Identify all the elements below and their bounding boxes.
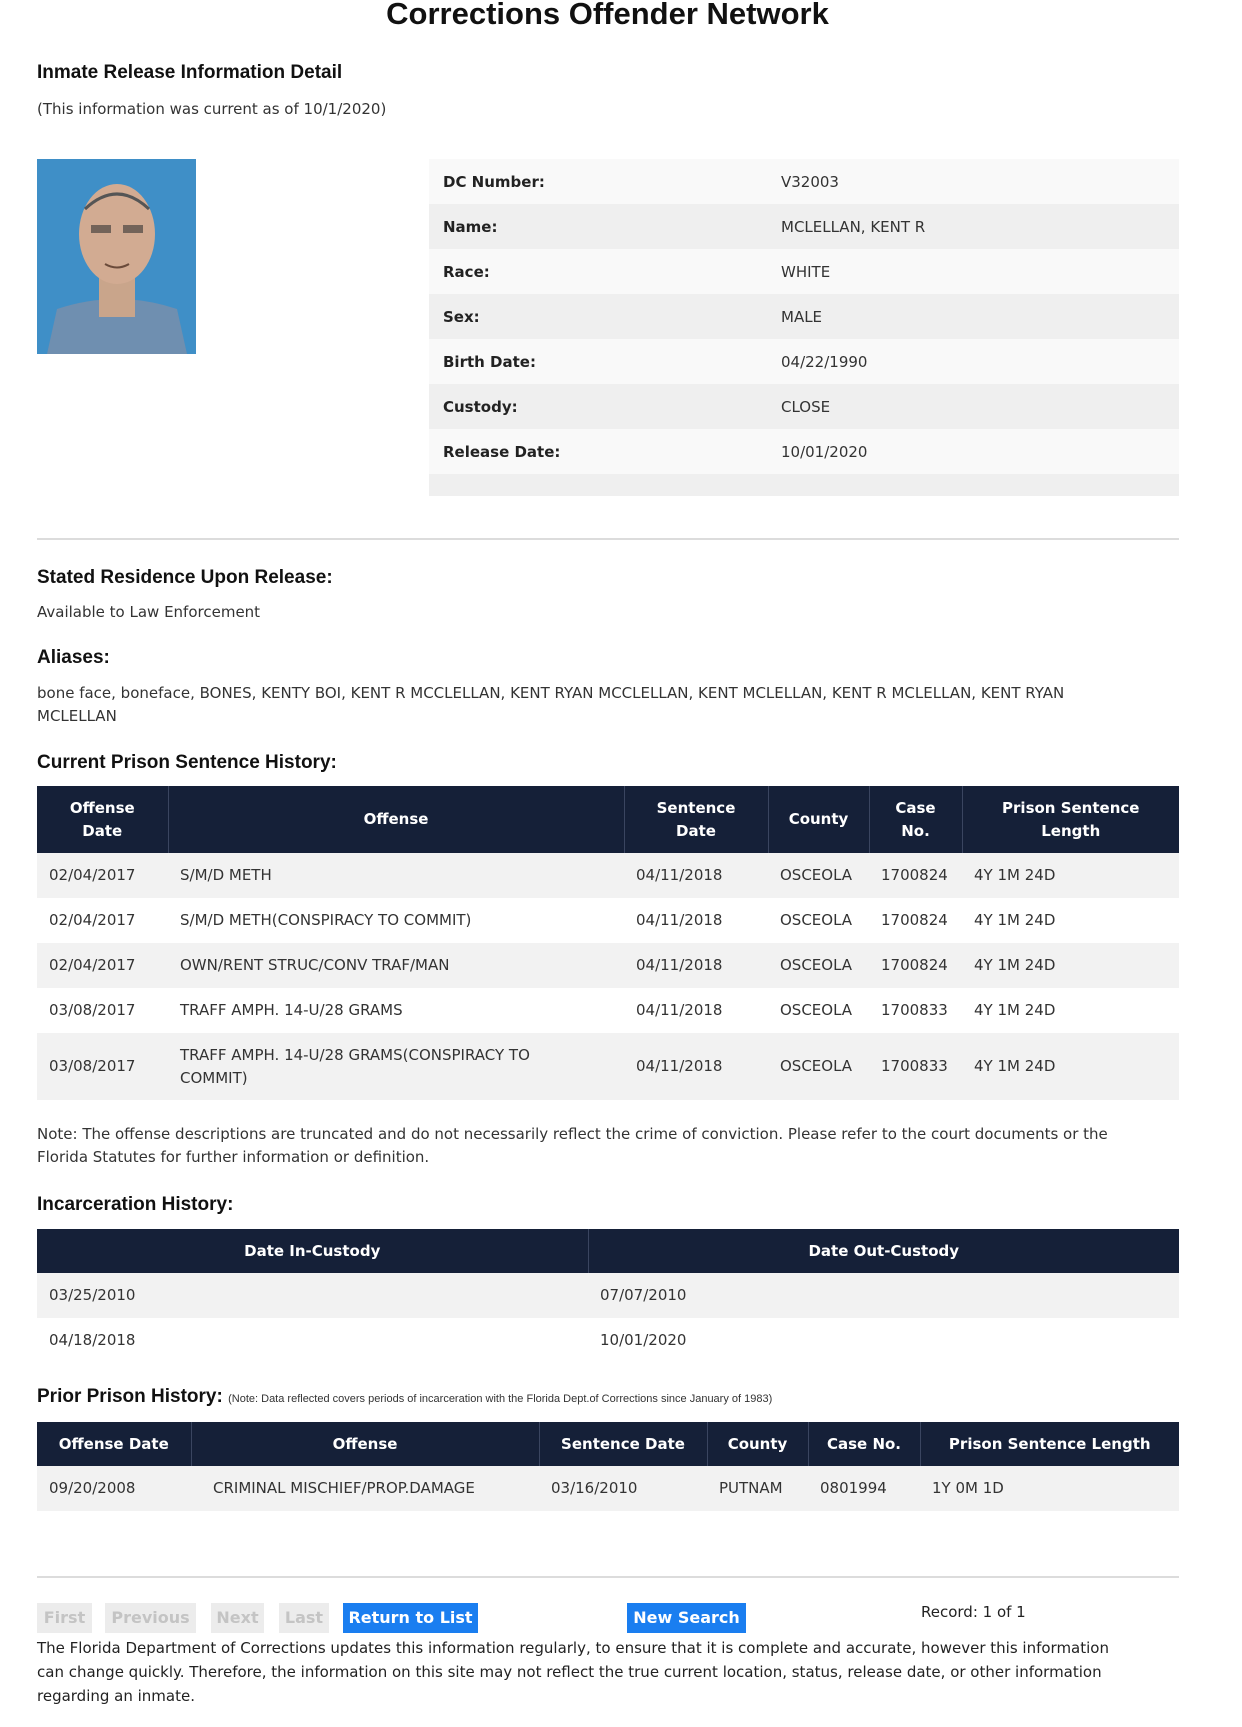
sentence-date: 04/11/2018 bbox=[624, 1033, 768, 1100]
return-to-list-button[interactable]: Return to List bbox=[343, 1603, 478, 1633]
case-no-link[interactable]: 1700833 bbox=[869, 1033, 962, 1100]
info-row bbox=[429, 294, 1179, 339]
table-row bbox=[37, 1033, 1179, 1100]
sentence-length: 4Y 1M 24D bbox=[962, 1033, 1179, 1100]
aliases-line: MCLELLAN bbox=[37, 707, 117, 725]
info-row bbox=[429, 249, 1179, 294]
offense-date: 02/04/2017 bbox=[37, 898, 168, 943]
offense-date: 02/04/2017 bbox=[37, 943, 168, 988]
info-row bbox=[429, 159, 1179, 204]
info-row bbox=[429, 384, 1179, 429]
offense: S/M/D METH(CONSPIRACY TO COMMIT) bbox=[168, 898, 624, 943]
info-row bbox=[429, 429, 1179, 474]
info-row bbox=[429, 204, 1179, 249]
incarceration-heading: Incarceration History: bbox=[37, 1194, 234, 1215]
case-no-link[interactable]: 1700833 bbox=[869, 988, 962, 1033]
info-value: V32003 bbox=[767, 159, 1179, 204]
info-value: 04/22/1990 bbox=[767, 339, 1179, 384]
case-no-link[interactable]: 1700824 bbox=[869, 853, 962, 898]
sentence-date: 04/11/2018 bbox=[624, 898, 768, 943]
first-button[interactable]: First bbox=[37, 1603, 92, 1633]
col-date-in: Date In-Custody bbox=[37, 1229, 588, 1273]
offense: TRAFF AMPH. 14-U/28 GRAMS(CONSPIRACY TO COMMIT) bbox=[168, 1033, 624, 1100]
inmate-info-table bbox=[429, 159, 1179, 496]
county: PUTNAM bbox=[707, 1466, 808, 1511]
date-out: 10/01/2020 bbox=[588, 1318, 1179, 1363]
col-county: County bbox=[707, 1422, 808, 1466]
info-value: CLOSE bbox=[767, 384, 1179, 429]
info-row-spacer bbox=[429, 474, 1179, 496]
inmate-photo bbox=[37, 159, 196, 354]
sentence-date: 04/11/2018 bbox=[624, 943, 768, 988]
info-label: DC Number: bbox=[429, 159, 767, 204]
prior-note: (Note: Data reflected covers periods of incarceration with the Florida Dept.of Corrections since January of 1983) bbox=[228, 1393, 773, 1405]
offense: OWN/RENT STRUC/CONV TRAF/MAN bbox=[168, 943, 624, 988]
info-value: MALE bbox=[767, 294, 1179, 339]
sentence-length: 4Y 1M 24D bbox=[962, 898, 1179, 943]
residence-value: Available to Law Enforcement bbox=[37, 603, 261, 621]
col-date-out: Date Out-Custody bbox=[588, 1229, 1179, 1273]
info-value: WHITE bbox=[767, 249, 1179, 294]
table-row bbox=[37, 1318, 1179, 1363]
county: OSCEOLA bbox=[768, 1033, 869, 1100]
footer-disclaimer bbox=[37, 1636, 1179, 1708]
prior-heading: Prior Prison History: (Note: Data reflected covers periods of incarceration with the Florida Dept.of Corrections since January of 1983) bbox=[37, 1386, 773, 1407]
info-label: Race: bbox=[429, 249, 767, 294]
page-title: Corrections Offender Network bbox=[386, 0, 829, 31]
offense-date: 02/04/2017 bbox=[37, 853, 168, 898]
record-count: Record: 1 of 1 bbox=[921, 1603, 1026, 1621]
offense-note: Florida Statutes for further information or definition. bbox=[37, 1148, 430, 1166]
aliases-line: bone face, boneface, BONES, KENTY BOI, KENT R MCCLELLAN, KENT RYAN MCCLELLAN, KENT MCLELLAN, KENT R MCLELLAN, KENT RYAN bbox=[37, 684, 1065, 702]
new-search-button[interactable]: New Search bbox=[627, 1603, 746, 1633]
current-as-of: (This information was current as of 10/1/2020) bbox=[37, 100, 387, 118]
aliases-heading: Aliases: bbox=[37, 647, 110, 668]
offense-date: 03/08/2017 bbox=[37, 988, 168, 1033]
current-sentence-heading: Current Prison Sentence History: bbox=[37, 752, 337, 773]
table-row bbox=[37, 1273, 1179, 1318]
residence-heading: Stated Residence Upon Release: bbox=[37, 567, 333, 588]
footer-line: can change quickly. Therefore, the information on this site may not reflect the true current location, status, release date, or other information bbox=[37, 1663, 1102, 1681]
section-divider bbox=[37, 538, 1179, 540]
col-offense: Offense bbox=[168, 786, 624, 853]
info-value: MCLELLAN, KENT R bbox=[767, 204, 1179, 249]
prior-history-table bbox=[37, 1422, 1179, 1511]
footer-line: The Florida Department of Corrections updates this information regularly, to ensure that it is complete and accurate, however this information bbox=[37, 1639, 1109, 1657]
sentence-length: 4Y 1M 24D bbox=[962, 943, 1179, 988]
table-row bbox=[37, 898, 1179, 943]
offense-date: 09/20/2008 bbox=[37, 1466, 191, 1511]
info-label: Release Date: bbox=[429, 429, 767, 474]
offense-note: Note: The offense descriptions are truncated and do not necessarily reflect the crime of conviction. Please refer to the court documents or the bbox=[37, 1125, 1108, 1143]
col-case-no: Case No. bbox=[808, 1422, 920, 1466]
current-sentence-table bbox=[37, 786, 1179, 1100]
date-in: 03/25/2010 bbox=[37, 1273, 588, 1318]
table-row bbox=[37, 853, 1179, 898]
table-row bbox=[37, 943, 1179, 988]
info-row bbox=[429, 339, 1179, 384]
sentence-length: 4Y 1M 24D bbox=[962, 988, 1179, 1033]
incarceration-table bbox=[37, 1229, 1179, 1363]
next-button[interactable]: Next bbox=[211, 1603, 264, 1633]
info-value: 10/01/2020 bbox=[767, 429, 1179, 474]
col-sentence-date: Sentence Date bbox=[624, 786, 768, 853]
sentence-date: 04/11/2018 bbox=[624, 988, 768, 1033]
county: OSCEOLA bbox=[768, 898, 869, 943]
col-case-no: Case No. bbox=[869, 786, 962, 853]
col-sentence-length: Prison Sentence Length bbox=[920, 1422, 1179, 1466]
case-no-link[interactable]: 1700824 bbox=[869, 898, 962, 943]
offense: CRIMINAL MISCHIEF/PROP.DAMAGE bbox=[191, 1466, 539, 1511]
date-in: 04/18/2018 bbox=[37, 1318, 588, 1363]
info-label: Birth Date: bbox=[429, 339, 767, 384]
offense: S/M/D METH bbox=[168, 853, 624, 898]
sentence-date: 04/11/2018 bbox=[624, 853, 768, 898]
sentence-length: 4Y 1M 24D bbox=[962, 853, 1179, 898]
footer-line: regarding an inmate. bbox=[37, 1687, 195, 1705]
case-no-link[interactable]: 1700824 bbox=[869, 943, 962, 988]
offense-date: 03/08/2017 bbox=[37, 1033, 168, 1100]
case-no: 0801994 bbox=[808, 1466, 920, 1511]
county: OSCEOLA bbox=[768, 943, 869, 988]
col-offense: Offense bbox=[191, 1422, 539, 1466]
county: OSCEOLA bbox=[768, 853, 869, 898]
date-out: 07/07/2010 bbox=[588, 1273, 1179, 1318]
col-county: County bbox=[768, 786, 869, 853]
sentence-date: 03/16/2010 bbox=[539, 1466, 707, 1511]
detail-heading: Inmate Release Information Detail bbox=[37, 62, 343, 83]
col-offense-date: Offense Date bbox=[37, 1422, 191, 1466]
table-row bbox=[37, 1466, 1179, 1511]
col-offense-date: Offense Date bbox=[37, 786, 168, 853]
offense: TRAFF AMPH. 14-U/28 GRAMS bbox=[168, 988, 624, 1033]
table-row bbox=[37, 988, 1179, 1033]
col-sentence-date: Sentence Date bbox=[539, 1422, 707, 1466]
info-label: Name: bbox=[429, 204, 767, 249]
info-label: Custody: bbox=[429, 384, 767, 429]
col-sentence-length: Prison Sentence Length bbox=[962, 786, 1179, 853]
county: OSCEOLA bbox=[768, 988, 869, 1033]
info-label: Sex: bbox=[429, 294, 767, 339]
sentence-length: 1Y 0M 1D bbox=[920, 1466, 1179, 1511]
section-divider bbox=[37, 1576, 1179, 1578]
last-button[interactable]: Last bbox=[279, 1603, 329, 1633]
previous-button[interactable]: Previous bbox=[105, 1603, 196, 1633]
